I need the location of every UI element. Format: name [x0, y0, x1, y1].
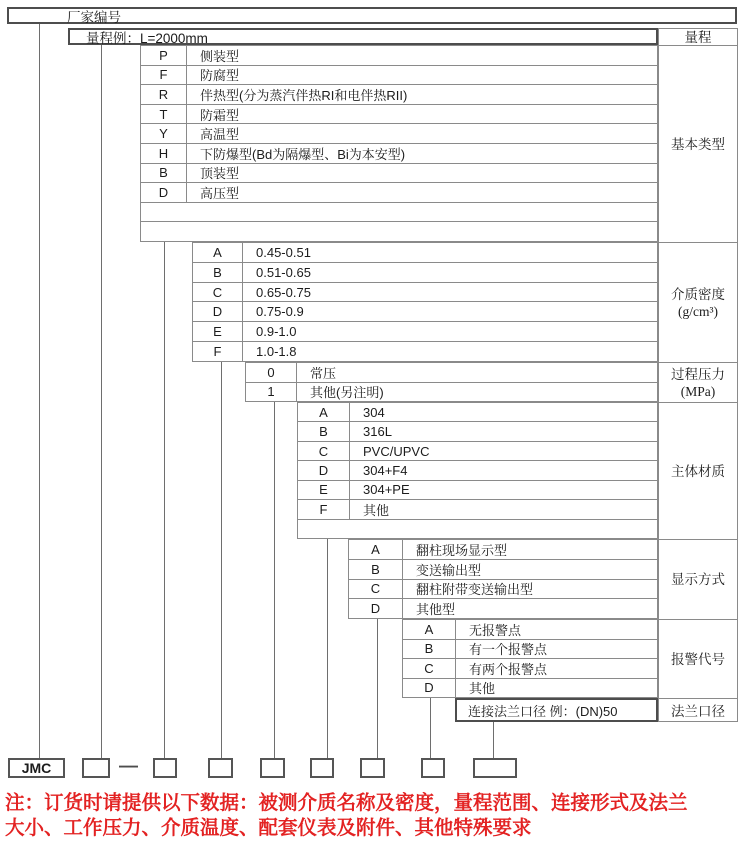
desc-cell: 翻柱现场显示型	[416, 542, 508, 558]
code-cell: D	[349, 599, 403, 618]
desc-cell: 其他	[363, 502, 390, 518]
label-text: 基本类型	[671, 136, 725, 152]
table-row	[349, 540, 657, 560]
table-row	[403, 679, 657, 698]
connector-line	[377, 619, 378, 758]
desc-cell: 有一个报警点	[469, 642, 548, 658]
code-cell: B	[403, 640, 456, 659]
code-cell: D	[403, 679, 456, 698]
label-text: 量程	[684, 29, 712, 45]
desc-cell: 0.9-1.0	[256, 324, 297, 340]
code-cell: Y	[141, 124, 187, 143]
range-example-row	[68, 28, 658, 45]
factory-number-row	[7, 7, 737, 24]
label-basic-type	[659, 46, 737, 243]
code-cell: A	[298, 403, 350, 421]
connector-line	[430, 698, 431, 758]
code-cell: B	[141, 164, 187, 183]
label-range	[659, 29, 737, 46]
table-row	[349, 560, 657, 580]
table-row	[141, 222, 657, 241]
code-cell: B	[193, 263, 243, 282]
factory-number-label: 厂家编号	[67, 9, 121, 25]
code-cell: 0	[246, 363, 297, 382]
table-row	[403, 620, 657, 640]
label-text: 法兰口径	[671, 703, 725, 719]
table-row	[141, 46, 657, 66]
desc-cell: 0.45-0.51	[256, 244, 311, 260]
desc-cell: 无报警点	[469, 622, 522, 638]
table-row	[298, 500, 657, 519]
table-row	[246, 363, 657, 383]
code-cell: D	[193, 302, 243, 321]
desc-cell	[187, 203, 657, 222]
flange-size-row	[455, 698, 658, 722]
connector-line	[327, 539, 328, 758]
order-code-box-alarm	[421, 758, 445, 778]
label-text: 报警代号	[671, 651, 725, 667]
table-row	[141, 105, 657, 125]
desc-cell: 0.65-0.75	[256, 284, 311, 300]
table-row	[193, 322, 657, 342]
code-cell: E	[298, 481, 350, 499]
code-cell: P	[141, 46, 187, 65]
table-row	[403, 659, 657, 679]
desc-cell: 伴热型(分为蒸汽伴热RI和电伴热RII)	[200, 87, 408, 103]
desc-cell: 高温型	[200, 127, 240, 143]
desc-cell: 变送输出型	[416, 562, 482, 578]
flange-size-text: 连接法兰口径 例：(DN)50	[468, 703, 618, 719]
desc-cell: 顶装型	[200, 166, 240, 182]
label-text: 介质密度	[671, 286, 725, 302]
desc-cell: PVC/UPVC	[363, 443, 430, 459]
label-body-material	[659, 403, 737, 540]
order-code-box-flange	[473, 758, 517, 778]
code-cell: C	[403, 659, 456, 678]
connector-line	[221, 362, 222, 758]
code-cell: C	[193, 283, 243, 302]
table-row	[193, 243, 657, 263]
table-row	[141, 66, 657, 86]
table-row	[403, 640, 657, 660]
medium-density-table	[192, 242, 658, 362]
code-cell	[141, 203, 187, 222]
table-row	[193, 302, 657, 322]
ordering-note	[5, 791, 747, 841]
alarm-code-table	[402, 619, 658, 698]
label-display-mode	[659, 540, 737, 620]
desc-cell: 316L	[363, 424, 392, 440]
connector-line	[164, 242, 165, 758]
code-cell: F	[298, 500, 350, 518]
order-code-box-range	[82, 758, 110, 778]
desc-cell: 0.75-0.9	[256, 304, 304, 320]
code-cell: R	[141, 85, 187, 104]
desc-cell: 其他型	[416, 602, 456, 618]
table-row	[298, 461, 657, 480]
model-prefix-box: JMC	[8, 758, 65, 778]
table-row	[141, 85, 657, 105]
separator-dash: —	[119, 756, 138, 777]
code-cell: F	[141, 66, 187, 85]
label-text: 过程压力	[671, 366, 725, 382]
basic-type-table	[140, 45, 658, 242]
desc-cell: 下防爆型(Bd为隔爆型、Bi为本安型)	[200, 146, 406, 162]
table-row	[298, 520, 657, 538]
table-row	[141, 144, 657, 164]
desc-cell: 侧装型	[200, 48, 240, 64]
table-row	[349, 580, 657, 600]
category-label-column	[658, 28, 738, 722]
order-code-box-density	[208, 758, 233, 778]
desc-cell: 有两个报警点	[469, 661, 548, 677]
desc-cell: 304+F4	[363, 462, 408, 478]
connector-line	[493, 722, 494, 758]
table-row	[193, 283, 657, 303]
code-cell: D	[141, 183, 187, 202]
code-cell: A	[193, 243, 243, 262]
body-material-table	[297, 402, 658, 539]
table-row	[193, 342, 657, 361]
connector-line	[274, 402, 275, 758]
code-cell: A	[349, 540, 403, 559]
connector-line	[101, 45, 102, 758]
order-code-box-material	[310, 758, 334, 778]
desc-cell: 1.0-1.8	[256, 344, 297, 360]
desc-cell: 304+PE	[363, 482, 410, 498]
code-cell: 1	[246, 383, 297, 402]
table-row	[298, 403, 657, 422]
range-example-text: 量程例：L=2000mm	[86, 30, 208, 46]
code-cell	[141, 222, 187, 241]
code-cell: C	[298, 442, 350, 460]
desc-cell	[187, 222, 657, 241]
label-process-pressure	[659, 363, 737, 403]
code-cell: T	[141, 105, 187, 124]
label-flange-size	[659, 699, 737, 723]
order-code-box-display	[360, 758, 385, 778]
code-cell: F	[193, 342, 243, 361]
table-row	[298, 481, 657, 500]
order-code-box-basic-type	[153, 758, 177, 778]
ordering-note-line1: 注：订货时请提供以下数据：被测介质名称及密度，量程范围、连接形式及法兰	[5, 792, 688, 814]
table-row	[298, 422, 657, 441]
code-cell: B	[349, 560, 403, 579]
desc-cell: 防腐型	[200, 68, 240, 84]
label-text: 主体材质	[671, 463, 725, 479]
desc-cell: 常压	[310, 365, 337, 381]
table-row	[141, 164, 657, 184]
label-text: (g/cm³)	[677, 303, 719, 319]
table-row	[349, 599, 657, 618]
desc-cell: 防霜型	[200, 107, 240, 123]
table-row	[141, 183, 657, 203]
label-alarm-code	[659, 620, 737, 699]
connector-line	[39, 24, 40, 758]
table-row	[298, 442, 657, 461]
code-cell: C	[349, 580, 403, 599]
desc-cell: 高压型	[200, 185, 240, 201]
label-medium-density	[659, 243, 737, 363]
desc-cell: 304	[363, 404, 385, 420]
process-pressure-table	[245, 362, 658, 402]
code-cell: B	[298, 422, 350, 440]
order-code-box-pressure	[260, 758, 285, 778]
desc-cell: 其他	[469, 681, 496, 697]
label-text: (MPa)	[680, 383, 716, 399]
table-row	[193, 263, 657, 283]
desc-cell: 0.51-0.65	[256, 264, 311, 280]
code-cell: H	[141, 144, 187, 163]
code-cell: A	[403, 620, 456, 639]
code-cell: D	[298, 461, 350, 479]
ordering-note-line2: 大小、工作压力、介质温度、配套仪表及附件、其他特殊要求	[5, 817, 532, 839]
label-text: 显示方式	[671, 572, 725, 587]
desc-cell	[350, 520, 657, 538]
table-row	[141, 124, 657, 144]
desc-cell: 翻柱附带变送输出型	[416, 582, 534, 598]
table-row	[141, 203, 657, 223]
code-cell	[298, 520, 350, 538]
desc-cell: 其他(另注明)	[310, 385, 384, 401]
display-mode-table	[348, 539, 658, 619]
code-cell: E	[193, 322, 243, 341]
table-row	[246, 383, 657, 402]
